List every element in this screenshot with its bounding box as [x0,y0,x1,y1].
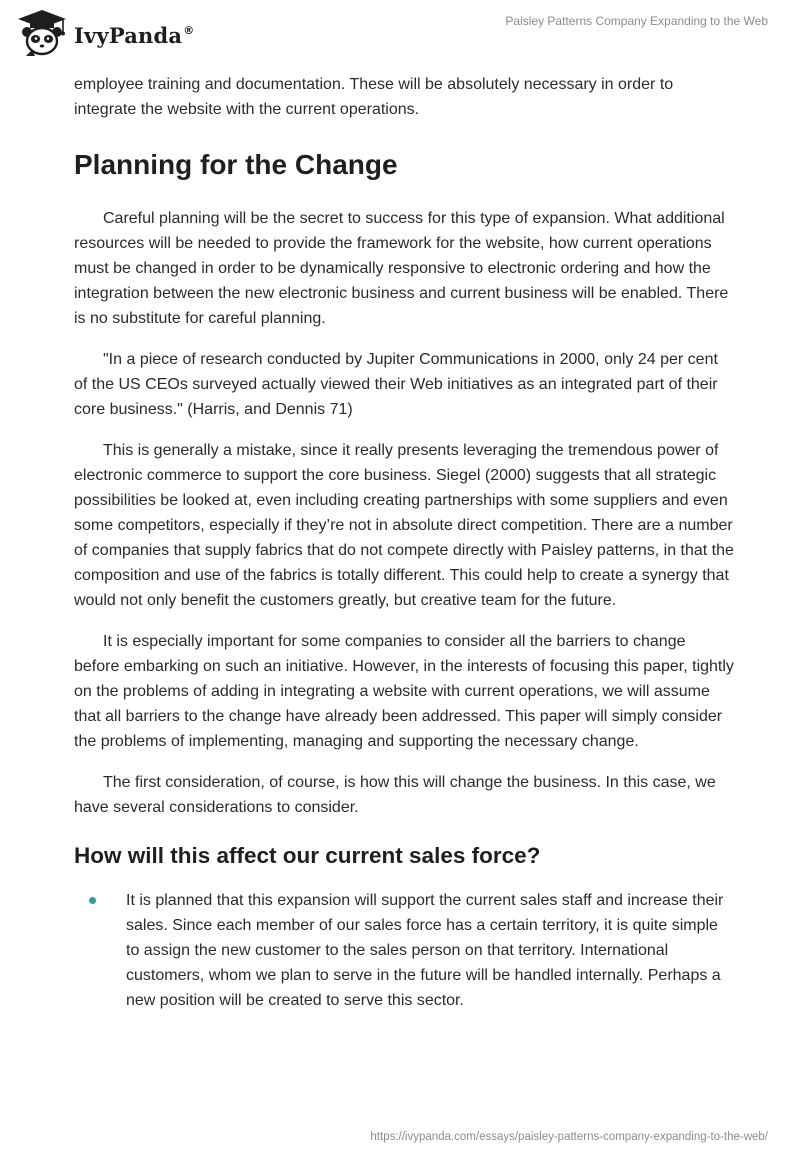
list-item-text: It is planned that this expansion will support the current sales staff and increase their sales. Since each member of our sales force has a certain territory, it is quite simple to assign the new customer to the sales person on that territory. International customers, whom we plan to serve in the future will be handled internally. Perhaps a new position will be created to serve this sector. [126,892,724,1009]
document-title: Paisley Patterns Company Expanding to the Web [505,14,768,28]
bullet-list [74,888,734,1013]
page-header [0,0,800,70]
section-heading: Planning for the Change [74,149,398,180]
body-paragraph: This is generally a mistake, since it really presents leveraging the tremendous power of electronic commerce to support the core business. Siegel (2000) suggests that all strategic possibilities be looked at, even including creating partnerships with some suppliers and even some competitors, especially if they’re not in absolute direct competition. There are a number of companies that supply fabrics that do not compete directly with Paisley patterns, in that the composition and use of the fabrics is totally different. This could help to create a synergy that would not only benefit the customers greatly, but creative team for the future. [74,442,734,609]
bullet-dot-icon [89,897,96,904]
intro-paragraph: employee training and documentation. These will be absolutely necessary in order to integrate the website with the current operations. [74,76,674,118]
body-paragraph: It is especially important for some companies to consider all the barriers to change before embarking on such an initiative. However, in the interests of focusing this paper, tightly on the problems of adding in integrating a website with current operations, we will assume that all barriers to the change have already been addressed. This paper will simply consider the problems of implementing, managing and supporting the necessary change. [74,633,734,750]
subsection-heading: How will this affect our current sales force? [74,843,541,868]
source-url-link[interactable]: https://ivypanda.com/essays/paisley-patterns-company-expanding-to-the-web/ [370,1131,768,1143]
body-paragraph: Careful planning will be the secret to success for this type of expansion. What additional resources will be needed to provide the framework for the website, how current operations must be changed in order to be dynamically responsive to electronic ordering and how the integration between the new electronic business and current business will be enabled. There is no substitute for careful planning. [74,210,729,327]
quote-paragraph: "In a piece of research conducted by Jupiter Communications in 2000, only 24 per cent of the US CEOs surveyed actually viewed their Web initiatives as an integrated part of their core business." (Harris, and Dennis 71) [74,351,718,418]
brand-name: IvyPanda® [74,22,195,48]
brand-logo[interactable] [14,8,194,58]
body-paragraph: The first consideration, of course, is how this will change the business. In this case, we have several considerations to consider. [74,774,716,816]
panda-graduation-icon [14,8,70,58]
essay-content [74,72,734,1013]
list-item [74,888,734,1013]
